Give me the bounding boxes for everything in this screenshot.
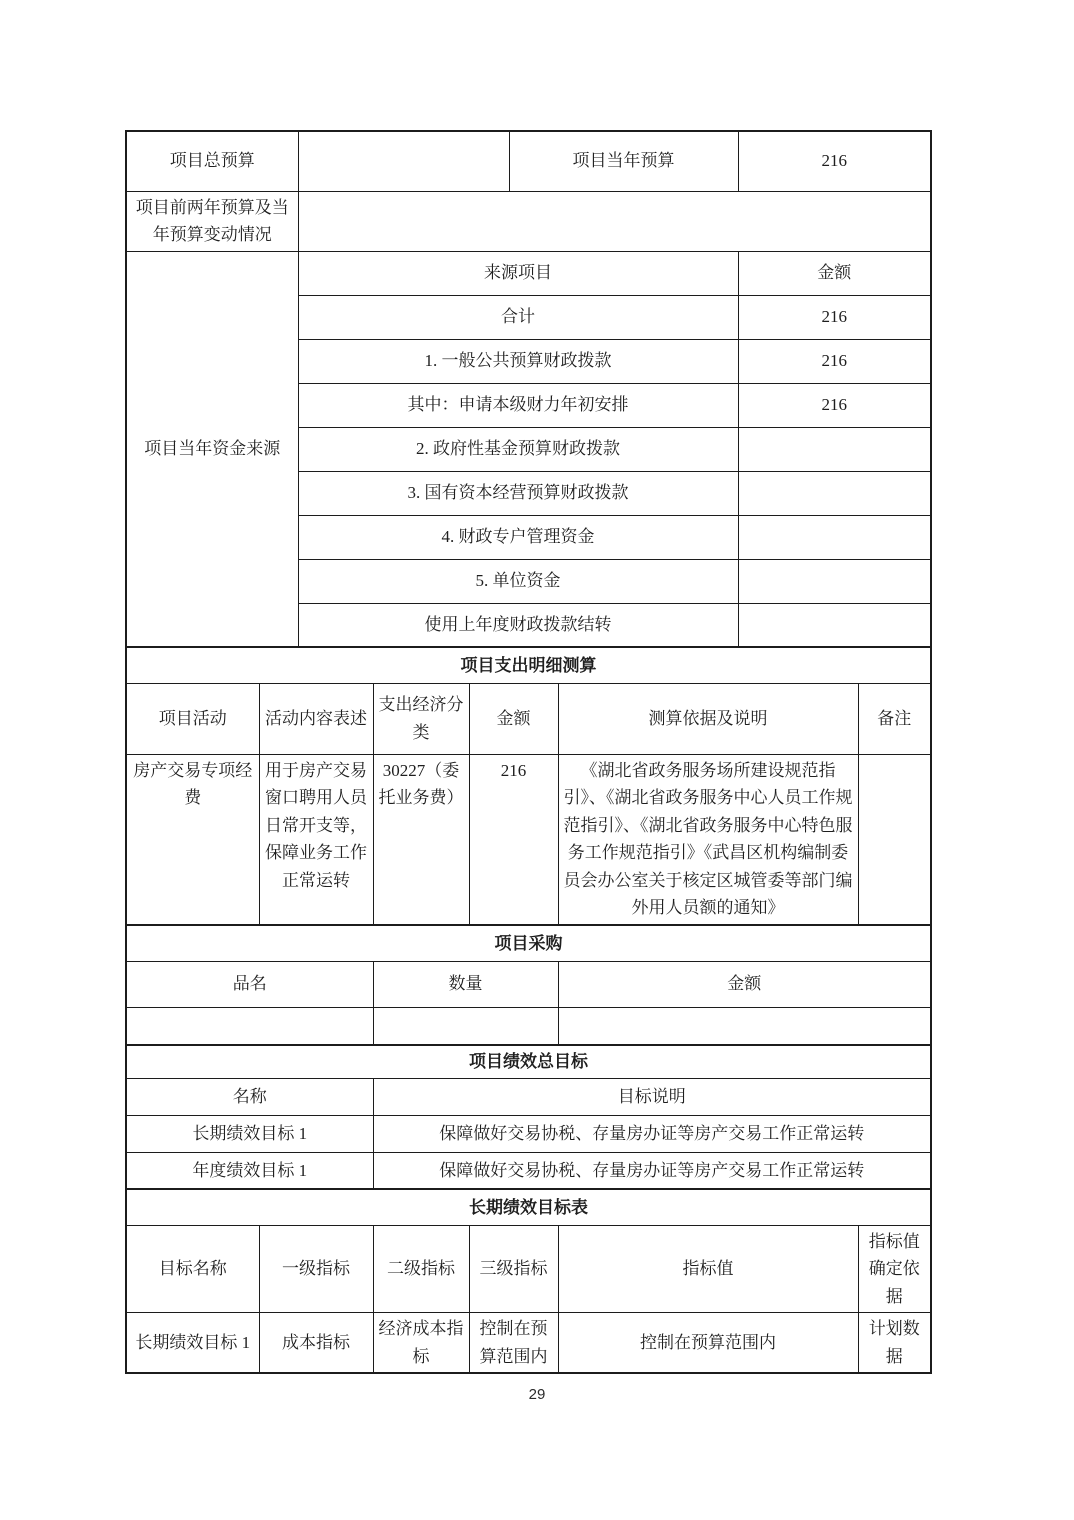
performance-header-row	[126, 1078, 931, 1115]
procurement-header-amount: 金额	[558, 961, 931, 1007]
procurement-header-quantity: 数量	[373, 961, 558, 1007]
funding-amount-header: 金额	[738, 251, 931, 295]
expenditure-amount: 216	[469, 754, 558, 925]
expenditure-header-description: 活动内容表述	[259, 683, 373, 754]
expenditure-header-amount: 金额	[469, 683, 558, 754]
funding-source: 合计	[298, 295, 738, 339]
funding-amount	[738, 515, 931, 559]
long-term-data-row	[126, 1313, 931, 1374]
performance-goal-description: 保障做好交易协税、存量房办证等房产交易工作正常运转	[373, 1115, 931, 1152]
expenditure-data-row	[126, 754, 931, 925]
long-term-level2: 经济成本指标	[373, 1313, 469, 1374]
performance-goal-description: 保障做好交易协税、存量房办证等房产交易工作正常运转	[373, 1152, 931, 1189]
funding-source: 使用上年度财政拨款结转	[298, 603, 738, 647]
expenditure-description: 用于房产交易窗口聘用人员日常开支等，保障业务工作正常运转	[259, 754, 373, 925]
funding-source-header: 来源项目	[298, 251, 738, 295]
long-term-basis: 计划数据	[858, 1313, 931, 1374]
funding-source: 1. 一般公共预算财政拨款	[298, 339, 738, 383]
procurement-amount	[558, 1007, 931, 1045]
long-term-level1: 成本指标	[259, 1313, 373, 1374]
procurement-data-row	[126, 1007, 931, 1045]
procurement-header-row	[126, 961, 931, 1007]
performance-row-annual	[126, 1152, 931, 1189]
funding-amount: 216	[738, 339, 931, 383]
long-term-level3: 控制在预算范围内	[469, 1313, 558, 1374]
prior-years-budget-label: 项目前两年预算及当年预算变动情况	[126, 191, 298, 251]
expenditure-remark	[858, 754, 931, 925]
prior-years-budget-value	[298, 191, 931, 251]
funding-amount	[738, 471, 931, 515]
long-term-header-level1: 一级指标	[259, 1225, 373, 1313]
funding-amount	[738, 559, 931, 603]
page-number: 29	[528, 1386, 546, 1403]
procurement-name	[126, 1007, 373, 1045]
expenditure-header-remark: 备注	[858, 683, 931, 754]
long-term-title-row	[126, 1189, 931, 1225]
funding-header-row	[126, 251, 931, 295]
funding-source: 4. 财政专户管理资金	[298, 515, 738, 559]
long-term-header-goal: 目标名称	[126, 1225, 259, 1313]
procurement-title-row	[126, 925, 931, 961]
expenditure-header-activity: 项目活动	[126, 683, 259, 754]
performance-section-title: 项目绩效总目标	[126, 1045, 931, 1078]
funding-source: 其中：申请本级财力年初安排	[298, 383, 738, 427]
expenditure-section-title: 项目支出明细测算	[126, 647, 931, 683]
expenditure-header-basis: 测算依据及说明	[558, 683, 858, 754]
expenditure-title-row	[126, 647, 931, 683]
expenditure-basis: 《湖北省政务服务场所建设规范指引》、《湖北省政务服务中心人员工作规范指引》、《湖北省政务服务中心特色服务工作规范指引》《武昌区机构编制委员会办公室关于核定区城管委等部门编外用人员额的通知》	[558, 754, 858, 925]
long-term-header-level3: 三级指标	[469, 1225, 558, 1313]
expenditure-classification: 30227（委托业务费）	[373, 754, 469, 925]
expenditure-activity: 房产交易专项经费	[126, 754, 259, 925]
funding-amount: 216	[738, 383, 931, 427]
performance-header-name: 名称	[126, 1078, 373, 1115]
summary-row-2	[126, 191, 931, 251]
project-total-budget-label: 项目总预算	[126, 131, 298, 191]
funding-amount	[738, 603, 931, 647]
long-term-header-value: 指标值	[558, 1225, 858, 1313]
long-term-goal: 长期绩效目标 1	[126, 1313, 259, 1374]
performance-goal-name: 长期绩效目标 1	[126, 1115, 373, 1152]
long-term-header-row	[126, 1225, 931, 1313]
long-term-section-title: 长期绩效目标表	[126, 1189, 931, 1225]
funding-amount	[738, 427, 931, 471]
performance-header-description: 目标说明	[373, 1078, 931, 1115]
long-term-header-basis: 指标值确定依据	[858, 1225, 931, 1313]
current-year-budget-label: 项目当年预算	[509, 131, 738, 191]
performance-goal-name: 年度绩效目标 1	[126, 1152, 373, 1189]
procurement-quantity	[373, 1007, 558, 1045]
performance-row-long-term	[126, 1115, 931, 1152]
procurement-section-title: 项目采购	[126, 925, 931, 961]
funding-source: 3. 国有资本经营预算财政拨款	[298, 471, 738, 515]
procurement-header-name: 品名	[126, 961, 373, 1007]
summary-row-1	[126, 131, 931, 191]
long-term-header-level2: 二级指标	[373, 1225, 469, 1313]
current-year-budget-value: 216	[738, 131, 931, 191]
expenditure-header-classification: 支出经济分类	[373, 683, 469, 754]
project-budget-table	[125, 130, 932, 1374]
funding-source: 2. 政府性基金预算财政拨款	[298, 427, 738, 471]
project-total-budget-value	[298, 131, 509, 191]
funding-amount: 216	[738, 295, 931, 339]
performance-title-row	[126, 1045, 931, 1078]
funding-source: 5. 单位资金	[298, 559, 738, 603]
expenditure-header-row	[126, 683, 931, 754]
long-term-value: 控制在预算范围内	[558, 1313, 858, 1374]
funding-section-label: 项目当年资金来源	[126, 251, 298, 647]
